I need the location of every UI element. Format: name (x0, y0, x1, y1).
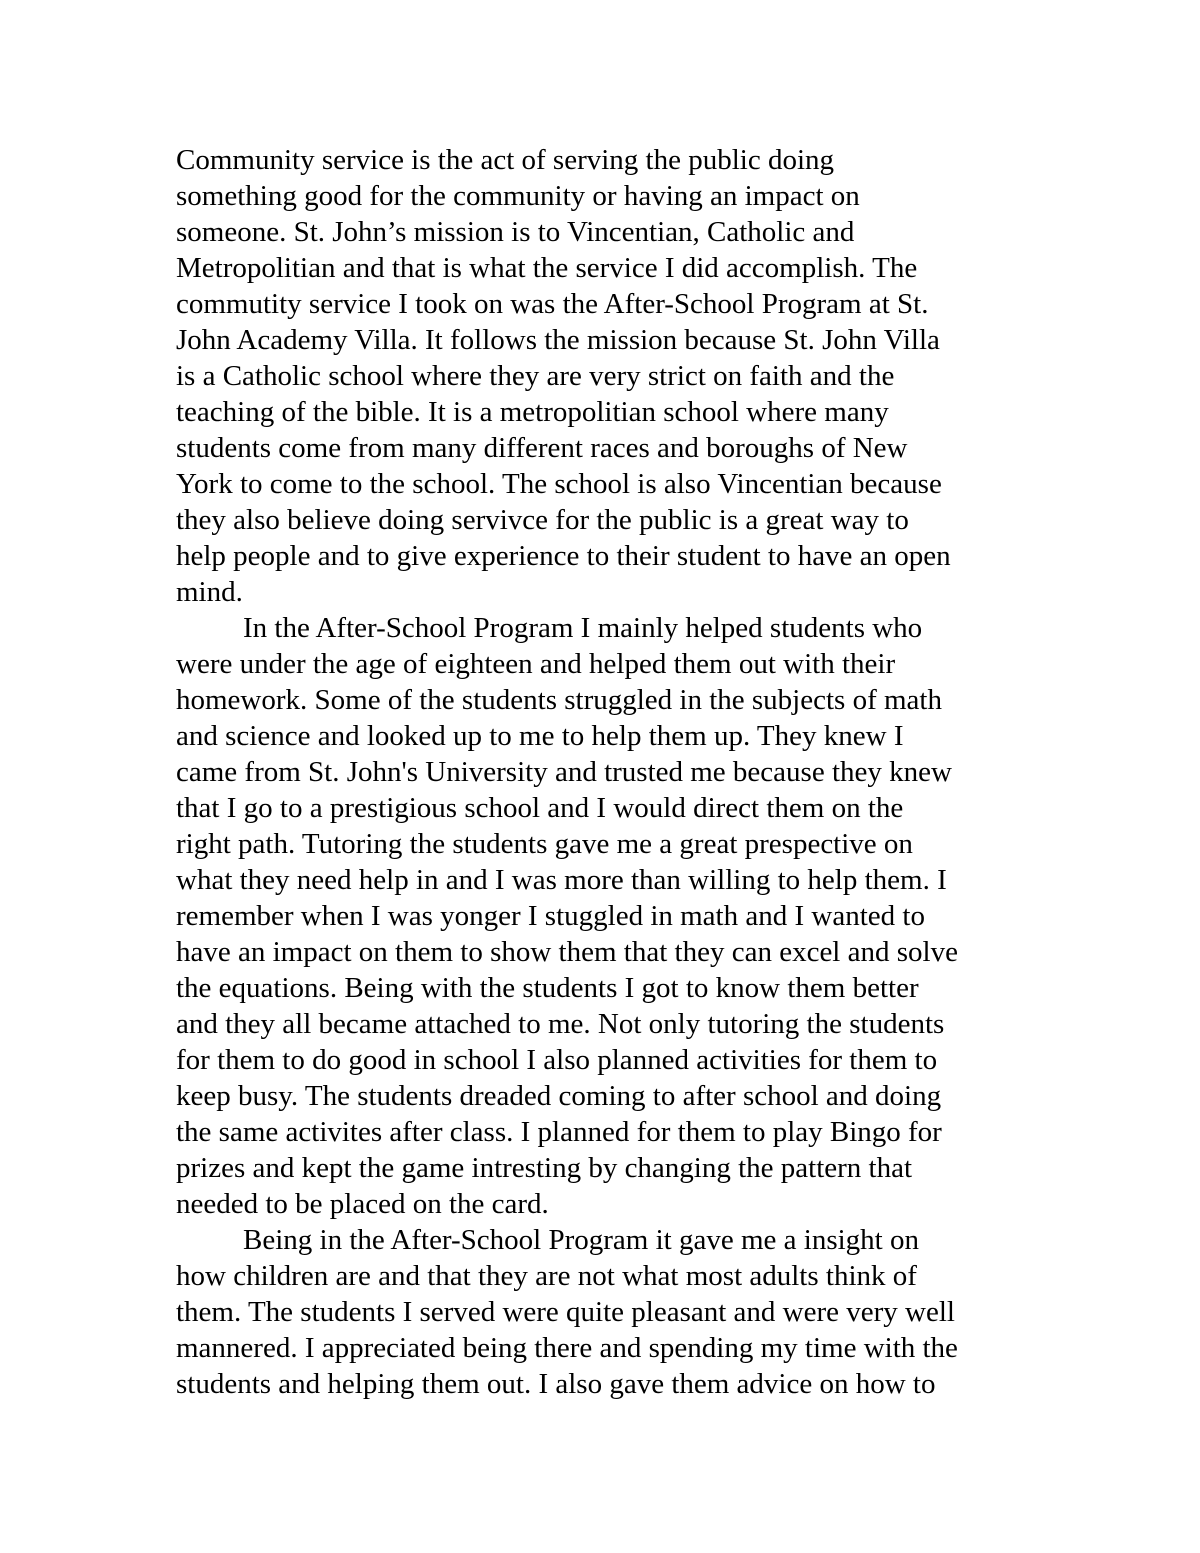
text-line: what they need help in and I was more than willing to help them. I (176, 864, 947, 896)
text-line: homework. Some of the students struggled in the subjects of math (176, 684, 942, 716)
text-line: keep busy. The students dreaded coming to after school and doing (176, 1080, 942, 1112)
text-line: commutity service I took on was the After-School Program at St. (176, 288, 929, 320)
text-line: teaching of the bible. It is a metropolitian school where many (176, 396, 889, 428)
text-line: them. The students I served were quite pleasant and were very well (176, 1296, 955, 1328)
paragraph-first-line: In the After-School Program I mainly helped students who (243, 612, 923, 644)
text-line: is a Catholic school where they are very strict on faith and the (176, 360, 895, 392)
text-line: how children are and that they are not what most adults think of (176, 1260, 917, 1292)
text-line: they also believe doing servivce for the public is a great way to (176, 504, 909, 536)
text-line: have an impact on them to show them that they can excel and solve (176, 936, 958, 968)
text-line: remember when I was yonger I stuggled in math and I wanted to (176, 900, 925, 932)
text-line: the same activites after class. I planned for them to play Bingo for (176, 1116, 942, 1148)
text-line: were under the age of eighteen and helped them out with their (176, 648, 896, 680)
text-line: students come from many different races and boroughs of New (176, 432, 908, 464)
text-line: and science and looked up to me to help them up. They knew I (176, 720, 904, 752)
text-line: something good for the community or having an impact on (176, 180, 860, 212)
text-line: the equations. Being with the students I got to know them better (176, 972, 919, 1004)
text-line: Community service is the act of serving the public doing (176, 144, 835, 176)
text-line: Metropolitian and that is what the service I did accomplish. The (176, 252, 918, 284)
text-line: John Academy Villa. It follows the mission because St. John Villa (176, 324, 940, 356)
text-line: help people and to give experience to their student to have an open (176, 540, 951, 572)
text-line: mind. (176, 576, 243, 608)
text-line: students and helping them out. I also gave them advice on how to (176, 1368, 936, 1400)
paragraph-first-line: Being in the After-School Program it gave me a insight on (243, 1224, 919, 1256)
text-line: someone. St. John’s mission is to Vincentian, Catholic and (176, 216, 855, 248)
essay-body (176, 142, 1036, 1402)
text-line: York to come to the school. The school is also Vincentian because (176, 468, 942, 500)
text-line: mannered. I appreciated being there and spending my time with the (176, 1332, 958, 1364)
text-line: needed to be placed on the card. (176, 1188, 549, 1220)
text-line: and they all became attached to me. Not only tutoring the students (176, 1008, 945, 1040)
text-line: prizes and kept the game intresting by changing the pattern that (176, 1152, 913, 1184)
text-line: right path. Tutoring the students gave me a great prespective on (176, 828, 913, 860)
text-line: for them to do good in school I also planned activities for them to (176, 1044, 938, 1076)
text-line: came from St. John's University and trusted me because they knew (176, 756, 952, 788)
text-line: that I go to a prestigious school and I would direct them on the (176, 792, 904, 824)
